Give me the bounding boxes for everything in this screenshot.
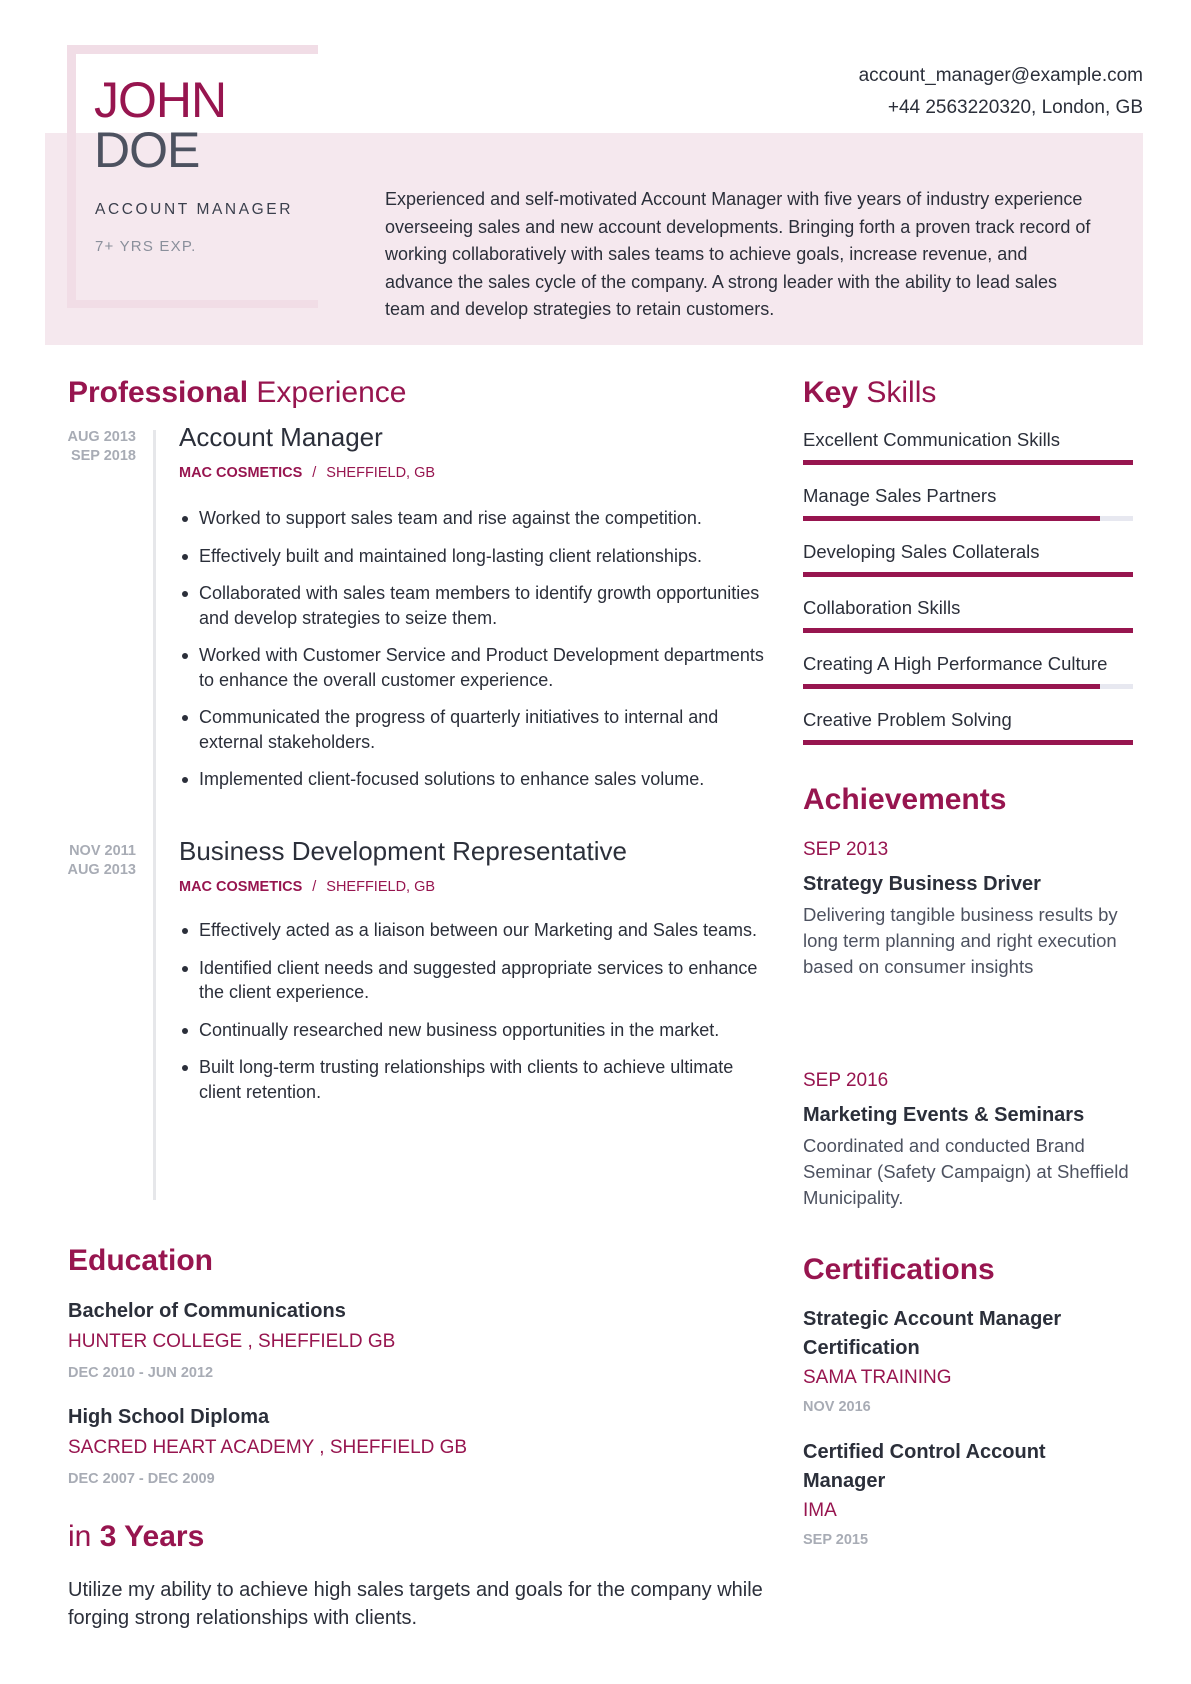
skill-level-fill: [803, 460, 1133, 465]
certification-org: IMA: [803, 1500, 837, 1521]
job-dates: [50, 428, 136, 466]
skill-level-fill: [803, 572, 1133, 577]
goal-heading: [68, 1520, 204, 1554]
job-meta: [179, 879, 435, 895]
education-dates: DEC 2010 - JUN 2012: [68, 1365, 214, 1381]
job-title: Business Development Representative: [179, 836, 628, 866]
skill-bar: [803, 684, 1133, 689]
first-name: JOHN: [94, 72, 227, 128]
goal-text: Utilize my ability to achieve high sales targets and goals for the company while forging strong relationships with clients.: [68, 1579, 763, 1629]
job-bullet: Collaborated with sales team members to identify growth opportunities and develop strategies to seize them.: [179, 581, 779, 630]
achievement-date: SEP 2013: [803, 839, 889, 860]
goal-heading-rest: in: [68, 1520, 100, 1553]
education-degree: Bachelor of Communications: [68, 1300, 346, 1322]
job-bullet: Worked to support sales team and rise against the competition.: [179, 506, 779, 531]
job-bullet: Worked with Customer Service and Product Development departments to enhance the overall customer experience.: [179, 643, 779, 692]
job-bullets: [179, 506, 779, 805]
achievements-heading-text: Achievements: [803, 783, 1007, 816]
job-bullets: [179, 918, 779, 1117]
skill-bar: [803, 516, 1133, 521]
certifications-heading: [803, 1253, 995, 1287]
certification-org: SAMA TRAINING: [803, 1367, 952, 1388]
job-start-date: AUG 2013: [67, 429, 136, 445]
name-frame-bottom: [67, 300, 318, 308]
skill-item: [803, 597, 1133, 633]
achievement-item: [803, 839, 1133, 980]
job-bullet: Effectively acted as a liaison between our Marketing and Sales teams.: [179, 918, 779, 943]
achievement-description: Delivering tangible business results by long term planning and right execution based on consumer insights: [803, 904, 1118, 977]
certification-date: SEP 2015: [803, 1532, 869, 1548]
skill-item: [803, 541, 1133, 577]
job-company: MAC COSMETICS: [179, 879, 303, 895]
skill-bar: [803, 628, 1133, 633]
certification-item: [803, 1438, 1133, 1548]
education-entry: [68, 1406, 748, 1487]
skill-name: Developing Sales Collaterals: [803, 541, 1040, 562]
certification-item: [803, 1305, 1133, 1415]
education-entry: [68, 1300, 748, 1381]
skill-name: Manage Sales Partners: [803, 485, 997, 506]
profile-summary: Experienced and self-motivated Account Manager with five years of industry experience overseeing sales and new account developments. Bringing forth a proven track record of working collaboratively with sales teams to achieve goals, increase revenue, and advance the sales cycle of the company. A strong leader with the ability to lead sales team and develop strategies to retain customers.: [385, 189, 1091, 319]
job-meta-separator: /: [312, 465, 317, 481]
job-end-date: SEP 2018: [70, 448, 136, 464]
skills-heading-rest: Skills: [858, 376, 937, 409]
skill-level-fill: [803, 628, 1133, 633]
experience-heading: [68, 376, 407, 410]
email-link[interactable]: account_manager@example.com: [858, 65, 1143, 86]
job-title: Account Manager: [179, 422, 383, 452]
achievement-title: Strategy Business Driver: [803, 873, 1041, 895]
skill-bar: [803, 572, 1133, 577]
job-bullet: Effectively built and maintained long-lasting client relationships.: [179, 544, 779, 569]
skill-item: [803, 653, 1133, 689]
job-start-date: NOV 2011: [69, 843, 136, 859]
job-bullet: Implemented client-focused solutions to enhance sales volume.: [179, 767, 779, 792]
education-degree: High School Diploma: [68, 1406, 270, 1428]
achievement-item: [803, 1070, 1133, 1211]
skill-bar: [803, 740, 1133, 745]
education-heading-text: Education: [68, 1244, 214, 1277]
achievement-description: Coordinated and conducted Brand Seminar (Safety Campaign) at Sheffield Municipality.: [803, 1135, 1129, 1208]
skill-item: [803, 429, 1133, 465]
certification-title: Certified Control Account Manager: [803, 1441, 1046, 1492]
skill-level-fill: [803, 684, 1100, 689]
certifications-heading-text: Certifications: [803, 1253, 995, 1286]
skills-heading: [803, 376, 936, 410]
years-experience: 7+ YRS EXP.: [95, 238, 197, 255]
phone-location: +44 2563220320, London, GB: [887, 97, 1143, 118]
achievement-date: SEP 2016: [803, 1070, 889, 1091]
experience-heading-bold: Professional: [68, 376, 249, 409]
last-name: DOE: [94, 122, 200, 178]
job-meta: [179, 465, 435, 481]
job-location: SHEFFIELD, GB: [326, 465, 436, 481]
experience-timeline: [153, 430, 156, 1200]
skill-name: Creative Problem Solving: [803, 709, 1012, 730]
skill-name: Excellent Communication Skills: [803, 429, 1061, 450]
certification-date: NOV 2016: [803, 1399, 871, 1415]
job-bullet: Identified client needs and suggested appropriate services to enhance the client experience.: [179, 956, 779, 1005]
skill-level-fill: [803, 740, 1133, 745]
skill-level-fill: [803, 516, 1100, 521]
skills-heading-bold: Key: [803, 376, 859, 409]
job-company: MAC COSMETICS: [179, 465, 303, 481]
skill-item: [803, 485, 1133, 521]
goal-heading-bold: 3 Years: [99, 1520, 205, 1553]
skill-item: [803, 709, 1133, 745]
education-dates: DEC 2007 - DEC 2009: [68, 1471, 215, 1487]
job-meta-separator: /: [312, 879, 317, 895]
education-heading: [68, 1244, 213, 1278]
skill-name: Collaboration Skills: [803, 597, 961, 618]
job-bullet: Communicated the progress of quarterly initiatives to internal and external stakeholders.: [179, 705, 779, 754]
skill-bar: [803, 460, 1133, 465]
job-dates: [50, 842, 136, 880]
job-bullet: Continually researched new business opportunities in the market.: [179, 1018, 779, 1043]
education-school: SACRED HEART ACADEMY , SHEFFIELD GB: [68, 1437, 468, 1458]
experience-heading-rest: Experience: [248, 376, 407, 409]
education-school: HUNTER COLLEGE , SHEFFIELD GB: [68, 1331, 396, 1352]
contact-block: [859, 60, 1143, 124]
achievements-heading: [803, 783, 1006, 817]
job-role: ACCOUNT MANAGER: [95, 201, 294, 218]
skill-name: Creating A High Performance Culture: [803, 653, 1108, 674]
job-bullet: Built long-term trusting relationships with clients to achieve ultimate client retention.: [179, 1055, 779, 1104]
achievement-title: Marketing Events & Seminars: [803, 1104, 1085, 1126]
job-end-date: AUG 2013: [67, 862, 136, 878]
certification-title: Strategic Account Manager Certification: [803, 1308, 1062, 1359]
job-location: SHEFFIELD, GB: [326, 879, 436, 895]
